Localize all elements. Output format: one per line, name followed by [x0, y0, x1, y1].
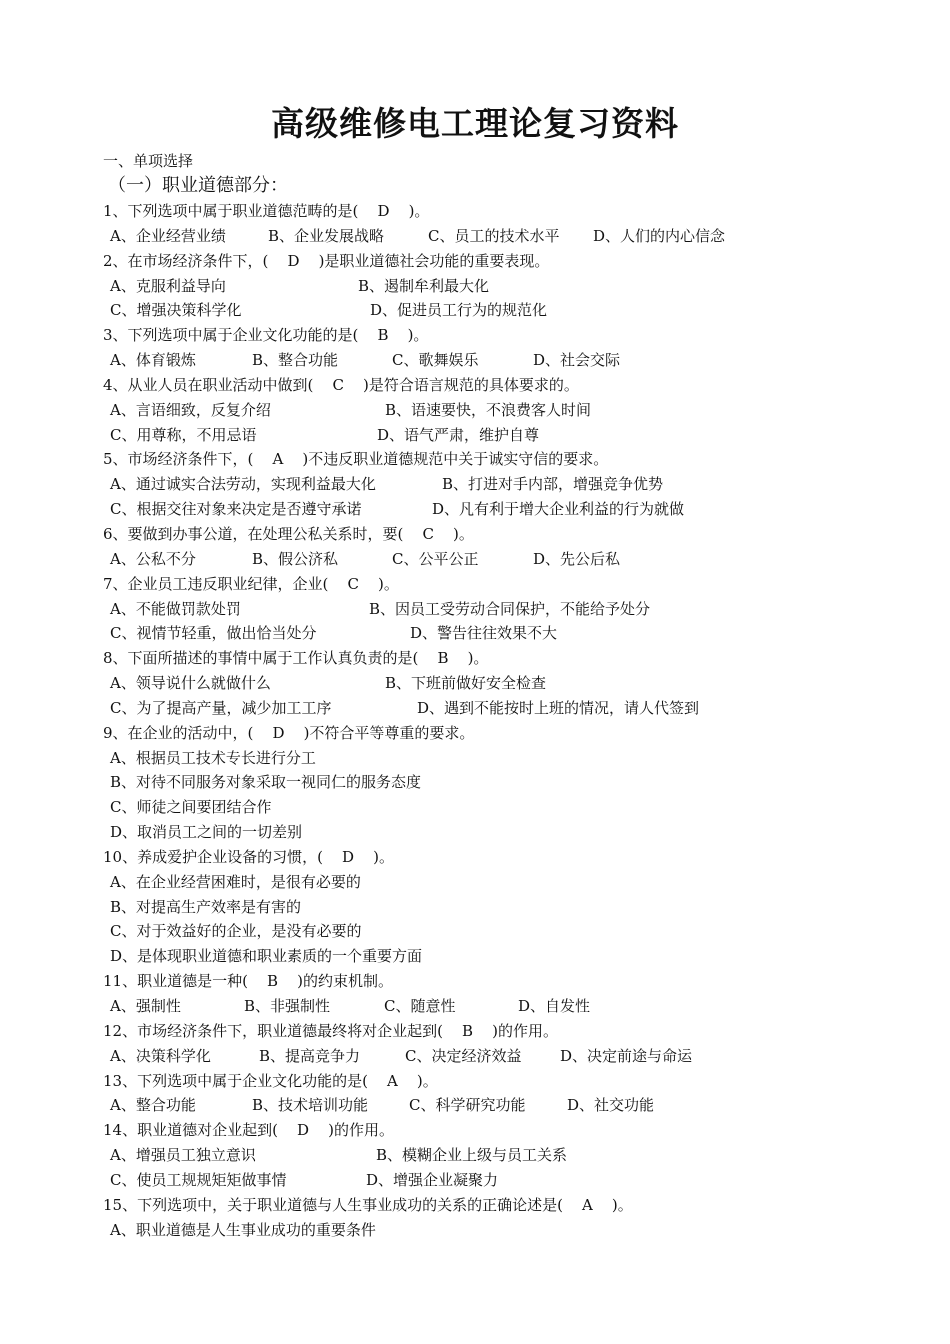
question-line [0, 572, 950, 597]
answer-option: D、警告往往效果不大 [410, 624, 558, 643]
answer-option: A、企业经营业绩 [110, 226, 226, 245]
answer-option: C、为了提高产量，减少加工工序 [110, 698, 332, 717]
option-row [0, 1168, 950, 1193]
answer-option: D、人们的内心信念 [593, 226, 726, 245]
option-row [0, 1143, 950, 1168]
question-line [0, 1019, 950, 1044]
option-row [0, 398, 950, 423]
answer-option: D、是体现职业道德和职业素质的一个重要方面 [110, 947, 423, 966]
question-text: 9、在企业的活动中，( D )不符合平等尊重的要求。 [103, 723, 475, 742]
question-line [0, 1069, 950, 1094]
answer-option: B、企业发展战略 [268, 226, 385, 245]
answer-option: C、对于效益好的企业，是没有必要的 [110, 922, 362, 941]
answer-option: C、视情节轻重，做出恰当处分 [110, 624, 317, 643]
answer-option: A、体育锻炼 [110, 351, 196, 370]
option-row [0, 1218, 950, 1243]
option-row [0, 770, 950, 795]
question-list [0, 199, 950, 1242]
option-row [0, 870, 950, 895]
question-line [0, 522, 950, 547]
question-line [0, 721, 950, 746]
answer-option: D、先公后私 [533, 549, 621, 568]
answer-option: B、对提高生产效率是有害的 [110, 897, 302, 916]
answer-option: B、下班前做好安全检查 [385, 674, 547, 693]
answer-option: D、社会交际 [533, 351, 621, 370]
answer-option: D、遇到不能按时上班的情况，请人代签到 [417, 698, 700, 717]
answer-option: D、促进员工行为的规范化 [370, 301, 548, 320]
question-text: 1、下列选项中属于职业道德范畴的是( D )。 [103, 202, 430, 220]
subsection-heading: （一）职业道德部分： [108, 175, 288, 196]
answer-option: B、整合功能 [252, 351, 339, 370]
answer-option: A、职业道德是人生事业成功的重要条件 [110, 1220, 376, 1239]
question-text: 14、职业道德对企业起到( D )的作用。 [103, 1121, 394, 1140]
answer-option: A、公私不分 [110, 549, 196, 568]
question-line [0, 1193, 950, 1218]
answer-option: D、自发性 [518, 997, 591, 1015]
question-text: 13、下列选项中属于企业文化功能的是( A )。 [103, 1071, 438, 1090]
answer-option: B、非强制性 [244, 997, 331, 1015]
question-line [0, 447, 950, 472]
answer-option: A、决策科学化 [110, 1046, 211, 1065]
option-row [0, 621, 950, 646]
answer-option: A、强制性 [110, 997, 181, 1015]
answer-option: A、根据员工技术专长进行分工 [110, 748, 316, 767]
question-line [0, 969, 950, 994]
answer-option: B、技术培训功能 [252, 1096, 369, 1115]
question-text: 15、下列选项中，关于职业道德与人生事业成功的关系的正确论述是( A )。 [103, 1195, 633, 1214]
question-text: 2、在市场经济条件下，( D )是职业道德社会功能的重要表现。 [103, 251, 550, 270]
answer-option: D、取消员工之间的一切差别 [110, 823, 303, 842]
option-row [0, 696, 950, 721]
answer-option: C、科学研究功能 [409, 1096, 526, 1115]
answer-option: B、提高竞争力 [259, 1046, 361, 1065]
question-line [0, 646, 950, 671]
option-row [0, 671, 950, 696]
answer-option: A、整合功能 [110, 1096, 196, 1115]
answer-option: B、遏制牟利最大化 [358, 276, 490, 295]
question-line [0, 1118, 950, 1143]
question-line [0, 199, 950, 224]
question-text: 5、市场经济条件下，( A )不违反职业道德规范中关于诚实守信的要求。 [103, 450, 609, 469]
question-text: 12、市场经济条件下，职业道德最终将对企业起到( B )的作用。 [103, 1021, 558, 1040]
answer-option: C、使员工规规矩矩做事情 [110, 1170, 287, 1189]
option-row [0, 348, 950, 373]
option-row [0, 944, 950, 969]
answer-option: C、决定经济效益 [405, 1046, 522, 1065]
answer-option: A、增强员工独立意识 [110, 1146, 256, 1165]
question-text: 8、下面所描述的事情中属于工作认真负责的是( B )。 [103, 649, 489, 668]
answer-option: A、通过诚实合法劳动，实现利益最大化 [110, 475, 376, 494]
option-row [0, 298, 950, 323]
answer-option: C、增强决策科学化 [110, 301, 242, 320]
answer-option: B、假公济私 [252, 549, 339, 568]
question-line [0, 373, 950, 398]
option-row [0, 547, 950, 572]
option-row [0, 423, 950, 448]
question-text: 6、要做到办事公道，在处理公私关系时，要( C )。 [103, 524, 474, 543]
question-text: 7、企业员工违反职业纪律，企业( C )。 [103, 574, 399, 593]
answer-option: A、领导说什么就做什么 [110, 674, 271, 693]
answer-option: D、社交功能 [567, 1096, 655, 1115]
option-row [0, 274, 950, 299]
option-row [0, 1093, 950, 1118]
question-text: 11、职业道德是一种( B )的约束机制。 [103, 972, 393, 991]
answer-option: C、员工的技术水平 [428, 226, 560, 245]
answer-option: C、歌舞娱乐 [392, 351, 479, 370]
document-title: 高级维修电工理论复习资料 [271, 104, 679, 143]
answer-option: B、打进对手内部，增强竞争优势 [442, 475, 664, 494]
answer-option: A、不能做罚款处罚 [110, 599, 241, 618]
option-row [0, 895, 950, 920]
answer-option: C、随意性 [384, 997, 456, 1015]
answer-option: C、公平公正 [392, 549, 479, 568]
answer-option: D、语气严肃，维护自尊 [377, 425, 540, 444]
question-text: 3、下列选项中属于企业文化功能的是( B )。 [103, 326, 429, 345]
option-row [0, 820, 950, 845]
option-row [0, 224, 950, 249]
option-row [0, 472, 950, 497]
option-row [0, 795, 950, 820]
option-row [0, 497, 950, 522]
question-line [0, 845, 950, 870]
option-row [0, 746, 950, 771]
question-text: 10、养成爱护企业设备的习惯，( D )。 [103, 847, 394, 866]
answer-option: D、决定前途与命运 [560, 1046, 693, 1065]
question-text: 4、从业人员在职业活动中做到( C )是符合语言规范的具体要求的。 [103, 375, 579, 394]
answer-option: A、在企业经营困难时，是很有必要的 [110, 872, 361, 891]
answer-option: B、对待不同服务对象采取一视同仁的服务态度 [110, 773, 422, 792]
answer-option: D、增强企业凝聚力 [366, 1170, 499, 1189]
option-row [0, 597, 950, 622]
answer-option: B、模糊企业上级与员工关系 [376, 1146, 568, 1165]
answer-option: D、凡有利于增大企业利益的行为就做 [432, 500, 685, 519]
question-line [0, 323, 950, 348]
answer-option: B、语速要快，不浪费客人时间 [385, 400, 592, 419]
option-row [0, 919, 950, 944]
question-line [0, 249, 950, 274]
answer-option: A、言语细致，反复介绍 [110, 400, 271, 419]
answer-option: B、因员工受劳动合同保护，不能给予处分 [369, 599, 651, 618]
option-row [0, 994, 950, 1019]
answer-option: C、根据交往对象来决定是否遵守承诺 [110, 500, 362, 519]
section-heading: 一、单项选择 [103, 152, 194, 170]
answer-option: C、师徒之间要团结合作 [110, 798, 272, 817]
option-row [0, 1044, 950, 1069]
answer-option: A、克服利益导向 [110, 276, 226, 295]
answer-option: C、用尊称，不用忌语 [110, 425, 257, 444]
